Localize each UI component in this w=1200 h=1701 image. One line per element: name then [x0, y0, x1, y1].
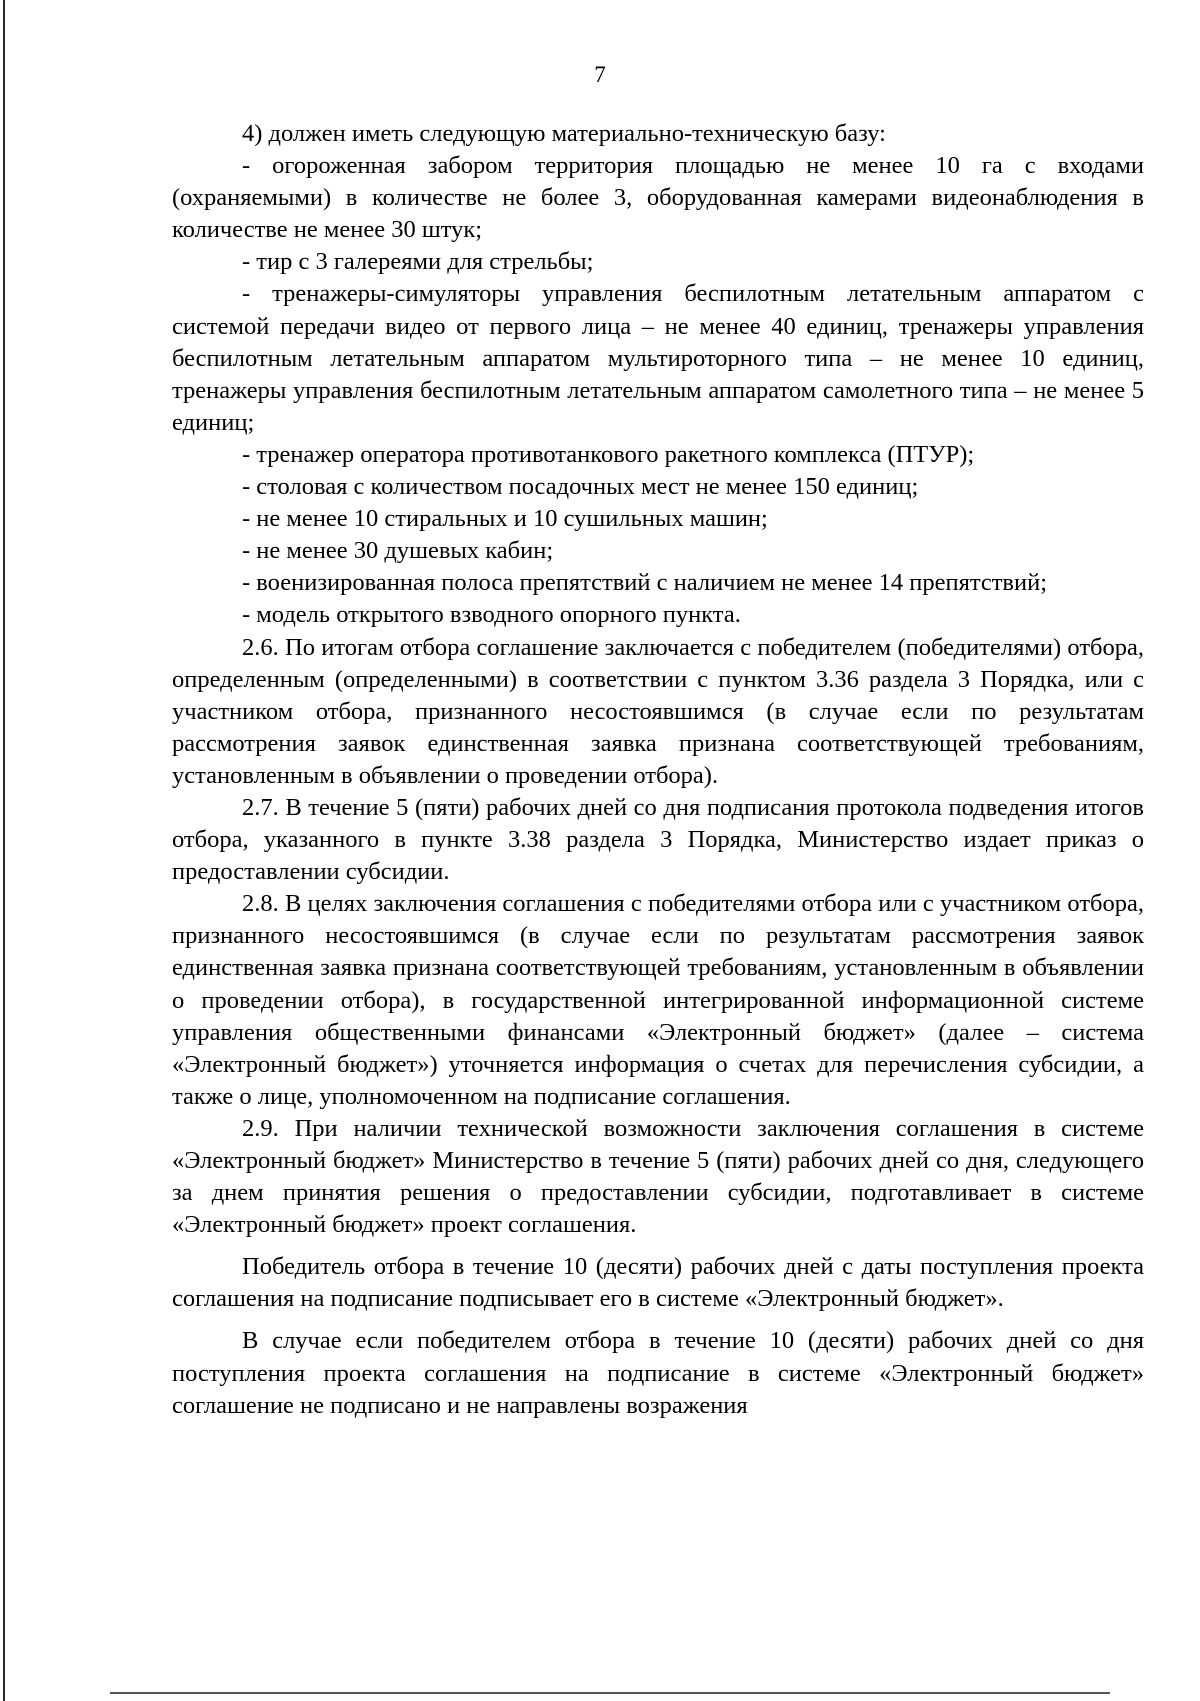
paragraph-2-8: 2.8. В целях заключения соглашения с победителями отбора или с участником отбора, признанного несостоявшимся (в случае если по результатам рассмотрения заявок единственная заявка признана соответствующей требованиям, установленным в объявлении о проведении отбора), в государственной интегрированной информационной системе управления общественными финансами «Электронный бюджет» (далее – система «Электронный бюджет») уточняется информация о счетах для перечисления субсидии, а также о лице, уполномоченном на подписание соглашения. [172, 890, 1144, 1110]
paragraph-winner-signs: Победитель отбора в течение 10 (десяти) рабочих дней с даты поступления проекта соглашения на подписание подписывает его в системе «Электронный бюджет». [172, 1253, 1144, 1313]
paragraph-2-9: 2.9. При наличии технической возможности заключения соглашения в системе «Электронный бюджет» Министерство в течение 5 (пяти) рабочих дней со дня, следующего за днем принятия решения о предоставлении субсидии, подготавливает в системе «Электронный бюджет» проект соглашения. [172, 1114, 1144, 1239]
paragraph-shower-cabins: - не менее 30 душевых кабин; [242, 537, 554, 565]
paragraph-shooting-range: - тир с 3 галереями для стрельбы; [242, 248, 594, 276]
paragraph-strongpoint-model: - модель открытого взводного опорного пункта. [242, 601, 741, 629]
paragraph-fenced-territory: - огороженная забором территория площадью не менее 10 га с входами (охраняемыми) в количестве не более 3, оборудованная камерами видеонаблюдения в количестве не менее 30 штук; [172, 152, 1144, 244]
paragraph-canteen: - столовая с количеством посадочных мест не менее 150 единиц; [242, 473, 919, 501]
scan-edge-left [3, 0, 5, 1701]
paragraph-2-6: 2.6. По итогам отбора соглашение заключается с победителем (победителями) отбора, определенным (определенными) в соответствии с пунктом 3.36 раздела 3 Порядка, или с участником отбора, признанного несостоявшимся (в случае если по результатам рассмотрения заявок единственная заявка признана соответствующей требованиям, установленным в объявлении о проведении отбора). [172, 633, 1144, 789]
paragraph-obstacle-course: - военизированная полоса препятствий с наличием не менее 14 препятствий; [242, 569, 1048, 597]
page-number: 7 [594, 62, 606, 87]
paragraph-ptur-simulator: - тренажер оператора противотанкового ракетного комплекса (ПТУР); [242, 440, 975, 468]
paragraph-drone-simulators: - тренажеры-симуляторы управления беспилотным летательным аппаратом с системой передачи видео от первого лица – не менее 40 единиц, тренажеры управления беспилотным летательным аппаратом мультироторного типа – не менее 10 единиц, тренажеры управления беспилотным летательным аппаратом самолетного типа – не менее 5 единиц; [172, 280, 1144, 436]
scan-edge-bottom [110, 1692, 1110, 1694]
paragraph-2-7: 2.7. В течение 5 (пяти) рабочих дней со дня подписания протокола подведения итогов отбора, указанного в пункте 3.38 раздела 3 Порядка, Министерство издает приказ о предоставлении субсидии. [172, 793, 1144, 886]
paragraph-material-base: 4) должен иметь следующую материально-техническую базу: [242, 120, 886, 147]
paragraph-not-signed: В случае если победителем отбора в течение 10 (десяти) рабочих дней со дня поступления проекта соглашения на подписание в системе «Электронный бюджет» соглашение не подписано и не направлены возражения [172, 1327, 1144, 1419]
document-body [172, 118, 1144, 1422]
paragraph-washing-machines: - не менее 10 стиральных и 10 сушильных машин; [242, 505, 768, 533]
